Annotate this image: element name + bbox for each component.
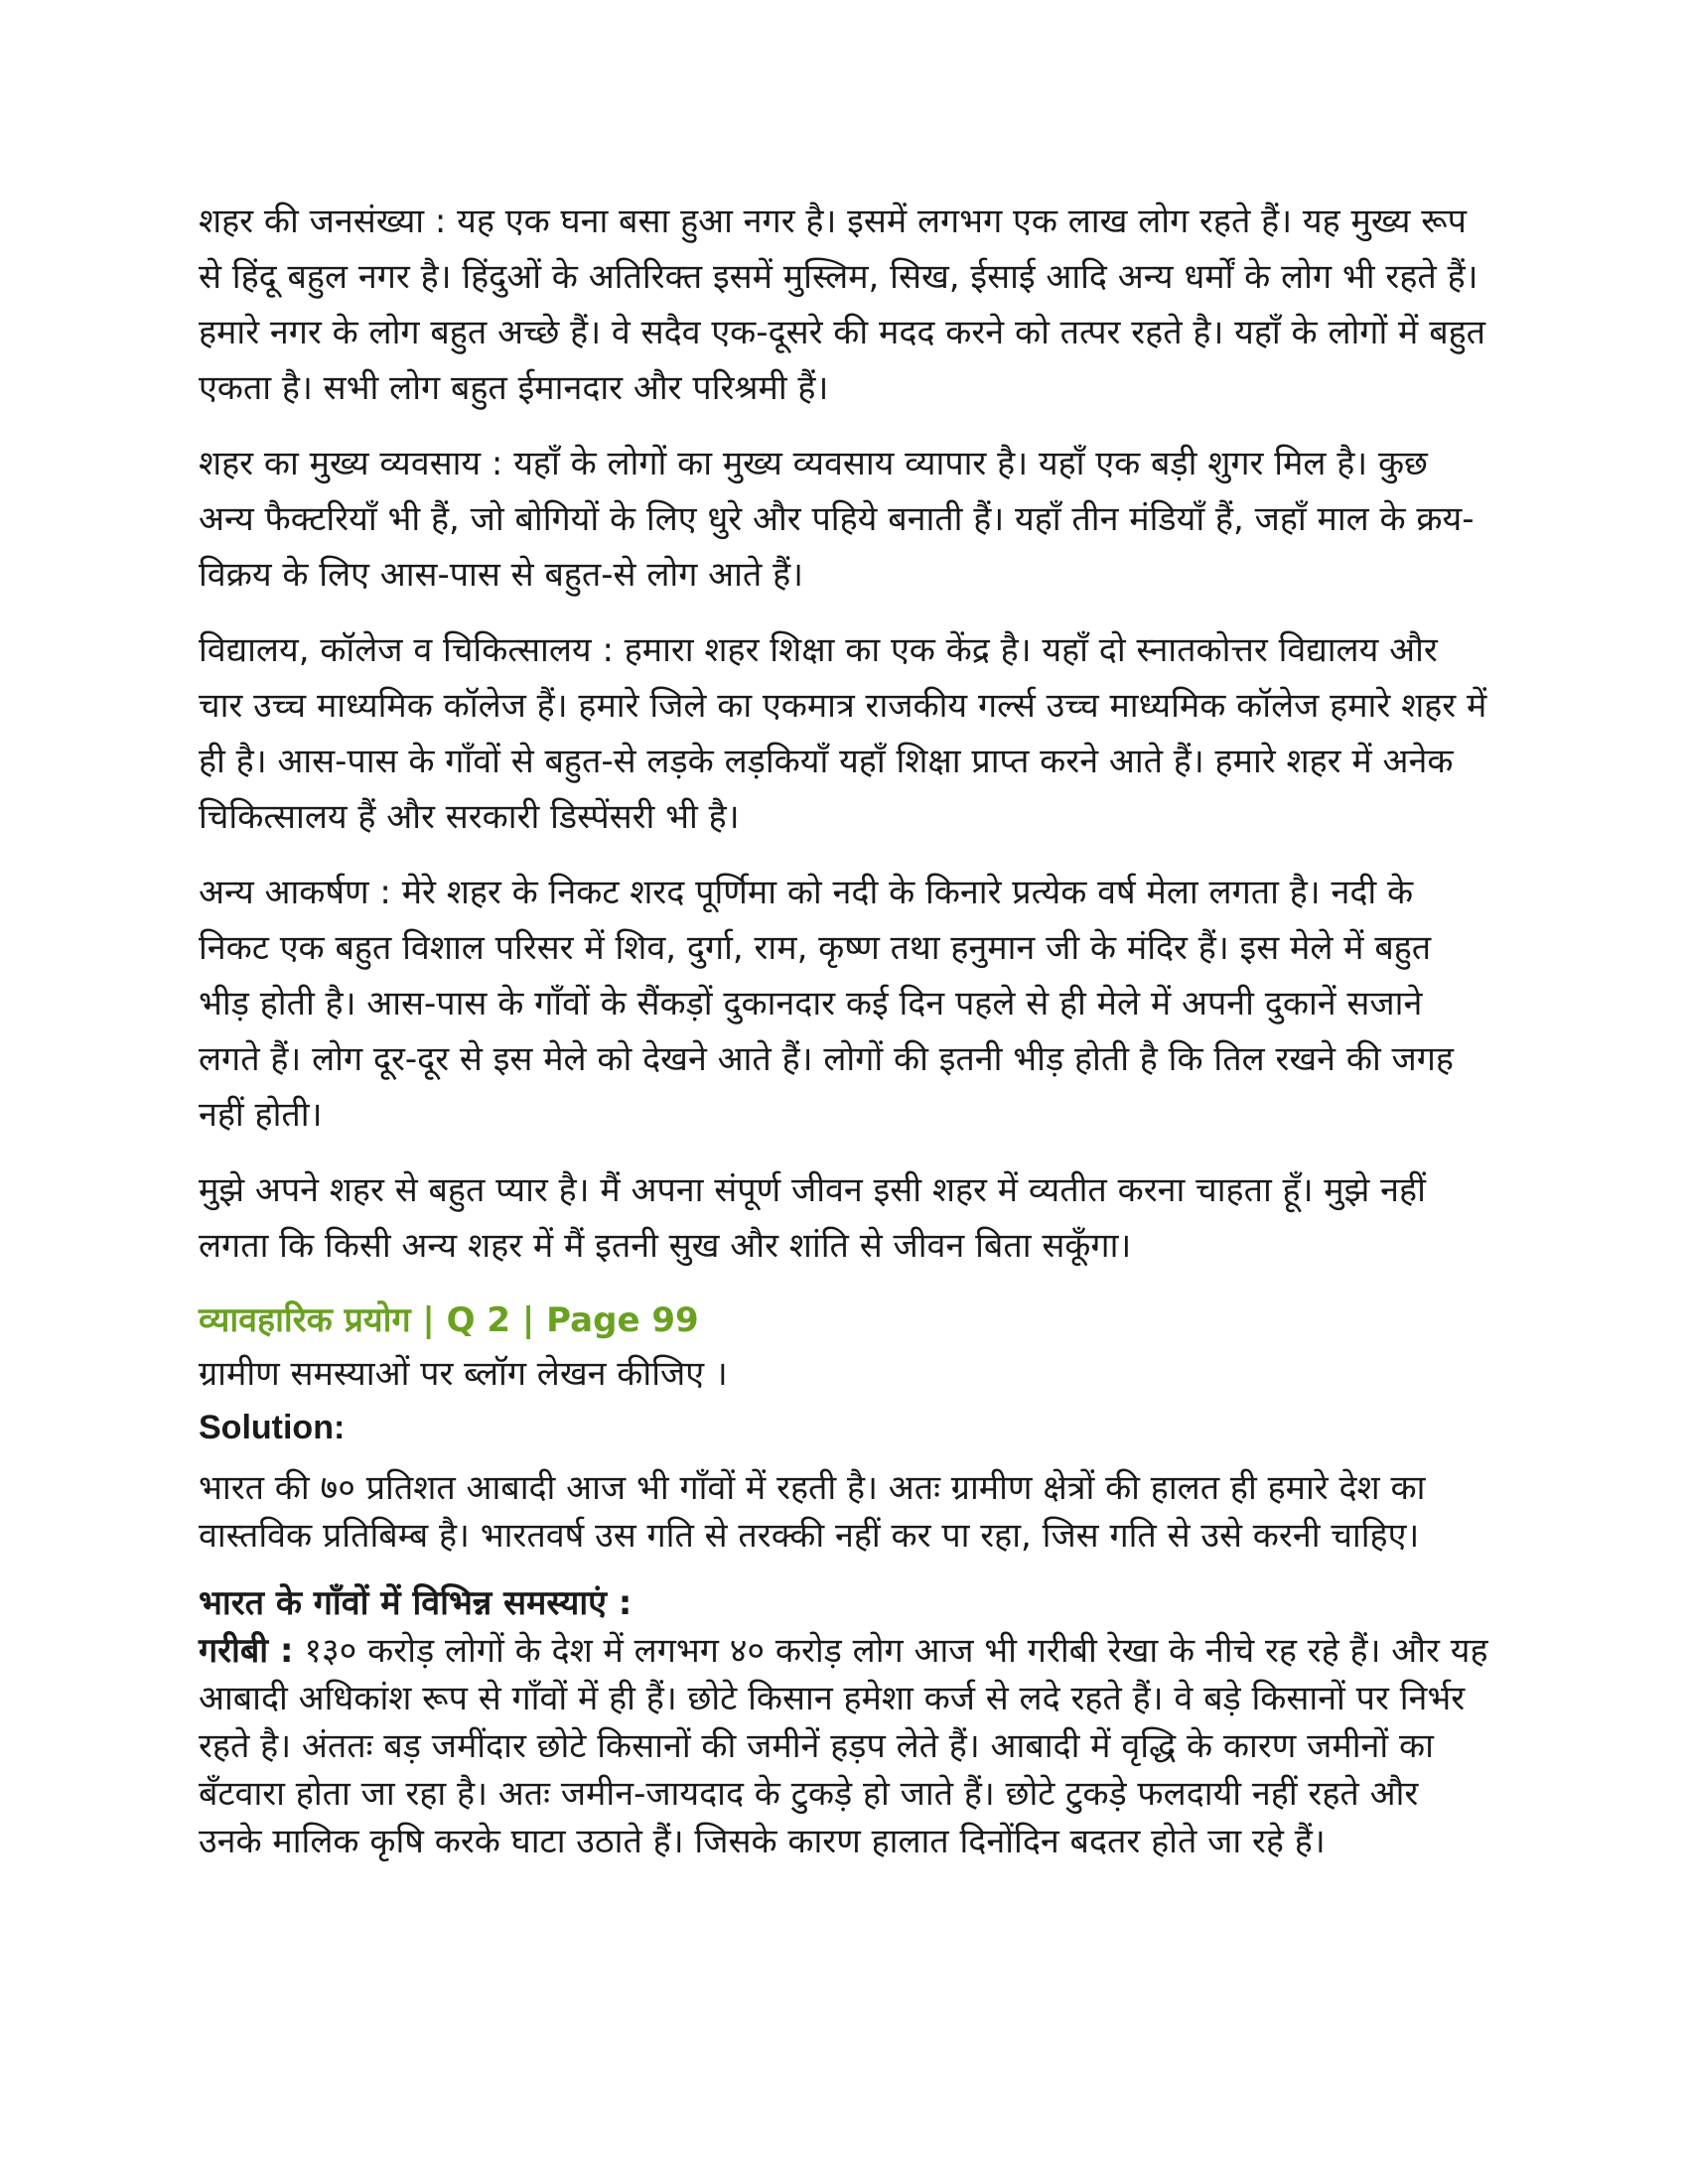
poverty-text: १३० करोड़ लोगों के देश में लगभग ४० करोड़ लोग आज भी गरीबी रेखा के नीचे रह रहे हैं। और यह आबादी अधिकांश रूप से गाँवों में ही हैं। छोटे किसान हमेशा कर्ज से लदे रहते हैं। वे बड़े किसानों पर निर्भर रहते है। अंततः बड़ जमींदार छोटे किसानों की जमीनें हड़प लेते हैं। आबादी में वृद्धि के कारण जमीनों का बँटवारा होता जा रहा है। अतः जमीन-जायदाद के टुकड़े हो जाते हैं। छोटे टुकड़े फलदायी नहीं रहते और उनके मालिक कृषि करके घाटा उठाते हैं। जिसके कारण हालात दिनोंदिन बदतर होते जा रहे हैं। [199, 1631, 1488, 1861]
poverty-label: गरीबी : [199, 1631, 294, 1671]
paragraph-conclusion: मुझे अपने शहर से बहुत प्यार है। मैं अपना संपूर्ण जीवन इसी शहर में व्यतीत करना चाहता हूँ। मुझे नहीं लगता कि किसी अन्य शहर में मैं इतनी सुख और शांति से जीवन बिता सकूँगा। [199, 1170, 1426, 1266]
question-text: ग्रामीण समस्याओं पर ब्लॉग लेखन कीजिए । [199, 1354, 728, 1394]
solution-paragraph: भारत की ७० प्रतिशत आबादी आज भी गाँवों में रहती है। अतः ग्रामीण क्षेत्रों की हालत ही हमारे देश का वास्तविक प्रतिबिम्ब है। भारतवर्ष उस गति से तरक्की नहीं कर पा रहा, जिस गति से उसे करनी चाहिए। [199, 1468, 1426, 1556]
section-subheading: भारत के गाँवों में विभिन्न समस्याएं : [199, 1583, 633, 1623]
paragraph-business: शहर का मुख्य व्यवसाय : यहाँ के लोगों का मुख्य व्यवसाय व्यापार है। यहाँ एक बड़ी शुगर मिल है। कुछ अन्य फैक्टरियाँ भी हैं, जो बोगियों के लिए धुरे और पहिये बनाती हैं। यहाँ तीन मंडियाँ हैं, जहाँ माल के क्रय-विक्रय के लिए आस-पास से बहुत-से लोग आते हैं। [199, 444, 1475, 595]
paragraph-attractions: अन्य आकर्षण : मेरे शहर के निकट शरद पूर्णिमा को नदी के किनारे प्रत्येक वर्ष मेला लगता है। नदी के निकट एक बहुत विशाल परिसर में शिव, दुर्गा, राम, कृष्ण तथा हनुमान जी के मंदिर हैं। इस मेले में बहुत भीड़ होती है। आस-पास के गाँवों के सैंकड़ों दुकानदार कई दिन पहले से ही मेले में अपनी दुकानें सजाने लगते हैं। लोग दूर-दूर से इस मेले को देखने आते हैं। लोगों की इतनी भीड़ होती है कि तिल रखने की जगह नहीं होती। [199, 873, 1454, 1135]
solution-label: Solution: [199, 1409, 346, 1446]
paragraph-education: विद्यालय, कॉलेज व चिकित्सालय : हमारा शहर शिक्षा का एक केंद्र है। यहाँ दो स्नातकोत्तर विद्यालय और चार उच्च माध्यमिक कॉलेज हैं। हमारे जिले का एकमात्र राजकीय गर्ल्स उच्च माध्यमिक कॉलेज हमारे शहर में ही है। आस-पास के गाँवों से बहुत-से लड़के लड़कियाँ यहाँ शिक्षा प्राप्त करने आते हैं। हमारे शहर में अनेक चिकित्सालय हैं और सरकारी डिस्पेंसरी भी है। [199, 630, 1487, 837]
poverty-paragraph [199, 1627, 1489, 1865]
document-page [199, 194, 1489, 1885]
paragraph-population: शहर की जनसंख्या : यह एक घना बसा हुआ नगर है। इसमें लगभग एक लाख लोग रहते हैं। यह मुख्य रूप से हिंदू बहुल नगर है। हिंदुओं के अतिरिक्त इसमें मुस्लिम, सिख, ईसाई आदि अन्य धर्मों के लोग भी रहते हैं। हमारे नगर के लोग बहुत अच्छे हैं। वे सदैव एक-दूसरे की मदद करने को तत्पर रहते है। यहाँ के लोगों में बहुत एकता है। सभी लोग बहुत ईमानदार और परिश्रमी हैं। [199, 202, 1486, 408]
question-header: व्यावहारिक प्रयोग | Q 2 | Page 99 [199, 1300, 699, 1340]
